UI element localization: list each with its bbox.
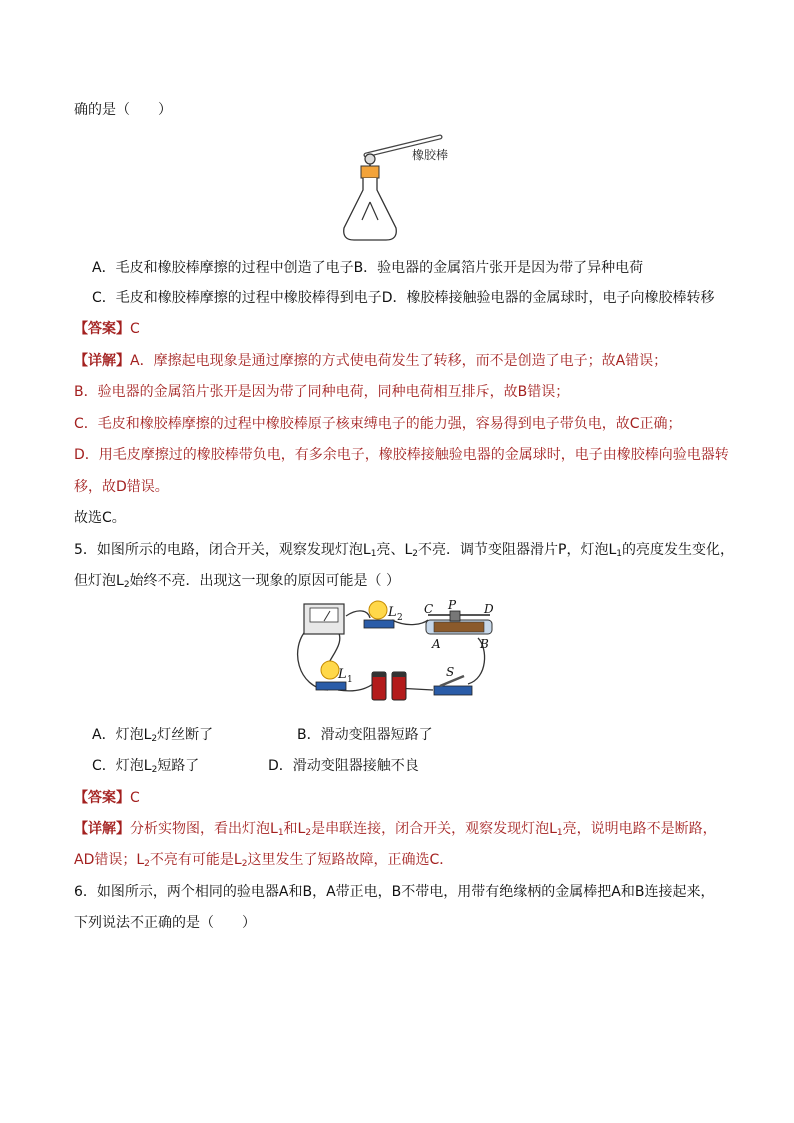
q5-option-text: C．灯泡L <box>92 758 152 774</box>
q6-stem-line-1: 6．如图所示，两个相同的验电器A和B，A带正电，B不带电，用带有绝缘柄的金属棒把A和B连接起来， <box>74 884 715 900</box>
subscript: 2 <box>412 549 418 559</box>
q4-detail-line-5: 移，故D错误。 <box>74 479 169 495</box>
q5-answer-value: C <box>130 790 140 806</box>
q5-stem-text: 5．如图所示的电路，闭合开关，观察发现灯泡L <box>74 542 371 558</box>
subscript: 1 <box>556 828 563 838</box>
q5-stem-text: 亮、L <box>376 542 413 558</box>
q5-stem-text: 的亮度发生变化， <box>621 542 734 558</box>
q4-detail-line-1 <box>74 351 667 371</box>
q5-stem-line-1 <box>74 540 734 564</box>
q5-options-cd <box>92 756 419 780</box>
q4-detail-tag: 【详解】 <box>74 353 130 369</box>
q4-stem-tail: 确的是（ ） <box>74 102 172 118</box>
lamp-l2-label: L <box>388 605 397 620</box>
electroscope-figure <box>330 128 480 246</box>
q5-stem-line-2 <box>74 571 400 595</box>
q5-option-d: D．滑动变阻器接触不良 <box>268 758 419 774</box>
q5-stem-text: 不亮．调节变阻器滑片P，灯泡L <box>418 542 617 558</box>
q5-option-c <box>92 758 199 774</box>
q4-detail-line-2: B．验电器的金属箔片张开是因为带了同种电荷，同种电荷相互排斥，故B错误； <box>74 384 570 400</box>
q4-options-cd <box>92 288 715 308</box>
subscript: 2 <box>144 859 150 869</box>
q4-option-a: A．毛皮和橡胶棒摩擦的过程中创造了电子 <box>92 260 354 276</box>
terminal-c-label: C <box>424 602 434 616</box>
q5-detail-line-1 <box>74 819 717 843</box>
q5-detail-text: AD错误；L <box>74 852 145 868</box>
lamp-l1-subscript: 1 <box>347 675 353 685</box>
q4-answer-tag: 【答案】 <box>74 321 130 337</box>
q4-answer-value: C <box>130 321 140 337</box>
terminal-d-label: D <box>484 602 494 616</box>
electroscope-drawing <box>330 128 480 246</box>
q4-detail-line-4: D．用毛皮摩擦过的橡胶棒带负电，有多余电子，橡胶棒接触验电器的金属球时，电子由橡胶棒向验电器转 <box>74 447 729 463</box>
q5-detail-text: 不亮有可能是L <box>149 852 242 868</box>
q5-option-text: A．灯泡L <box>92 727 152 743</box>
subscript: 2 <box>241 859 248 869</box>
q5-option-a <box>92 727 213 743</box>
q4-option-d: D．橡胶棒接触验电器的金属球时，电子向橡胶棒转移 <box>381 290 715 306</box>
q5-option-text: 短路了 <box>157 758 200 774</box>
q4-option-b: B．验电器的金属箔片张开是因为带了异种电荷 <box>353 260 644 276</box>
q5-detail-text: 分析实物图，看出灯泡L <box>130 821 278 837</box>
q5-option-b: B．滑动变阻器短路了 <box>297 727 433 743</box>
lamp-l1-label: L <box>338 667 347 682</box>
subscript: 1 <box>277 828 284 838</box>
subscript: 2 <box>151 765 158 775</box>
circuit-drawing <box>288 598 506 702</box>
q5-stem-text: 始终不亮．出现这一现象的原因可能是（ ） <box>129 573 400 589</box>
terminal-b-label: B <box>480 637 489 651</box>
lamp-l2-subscript: 2 <box>397 613 403 623</box>
q4-options-ab <box>92 258 643 278</box>
q5-option-text: 灯丝断了 <box>157 727 214 743</box>
rubber-rod-label: 橡胶棒 <box>412 148 449 162</box>
q4-option-c: C．毛皮和橡胶棒摩擦的过程中橡胶棒得到电子 <box>92 290 382 306</box>
q5-detail-tag: 【详解】 <box>74 821 130 837</box>
subscript: 1 <box>616 549 622 559</box>
subscript: 1 <box>370 549 377 559</box>
subscript: 2 <box>305 828 312 838</box>
q4-answer <box>74 319 140 339</box>
q5-detail-text: 亮，说明电路不是断路， <box>562 821 717 837</box>
q4-detail-line-3: C．毛皮和橡胶棒摩擦的过程中橡胶棒原子核束缚电子的能力强，容易得到电子带负电，故C正确； <box>74 416 682 432</box>
q6-stem-line-2: 下列说法不正确的是（ ） <box>74 915 256 931</box>
q5-detail-text: 是串联连接，闭合开关，观察发现灯泡L <box>311 821 557 837</box>
q5-stem-text: 但灯泡L <box>74 573 124 589</box>
q4-detail-text: A．摩擦起电现象是通过摩擦的方式使电荷发生了转移，而不是创造了电子；故A错误； <box>130 353 668 369</box>
terminal-a-label: A <box>432 637 441 651</box>
q5-detail-text: 这里发生了短路故障，正确选C． <box>247 852 454 868</box>
circuit-figure <box>288 598 506 702</box>
subscript: 2 <box>123 580 130 590</box>
q5-answer-tag: 【答案】 <box>74 790 130 806</box>
slider-p-label: P <box>448 598 457 612</box>
subscript: 2 <box>151 734 158 744</box>
switch-s-label: S <box>446 665 455 679</box>
q5-detail-line-2 <box>74 850 453 874</box>
q4-conclusion: 故选C。 <box>74 510 126 526</box>
q5-answer <box>74 788 140 808</box>
q5-detail-text: 和L <box>283 821 306 837</box>
q5-options-ab <box>92 725 433 749</box>
